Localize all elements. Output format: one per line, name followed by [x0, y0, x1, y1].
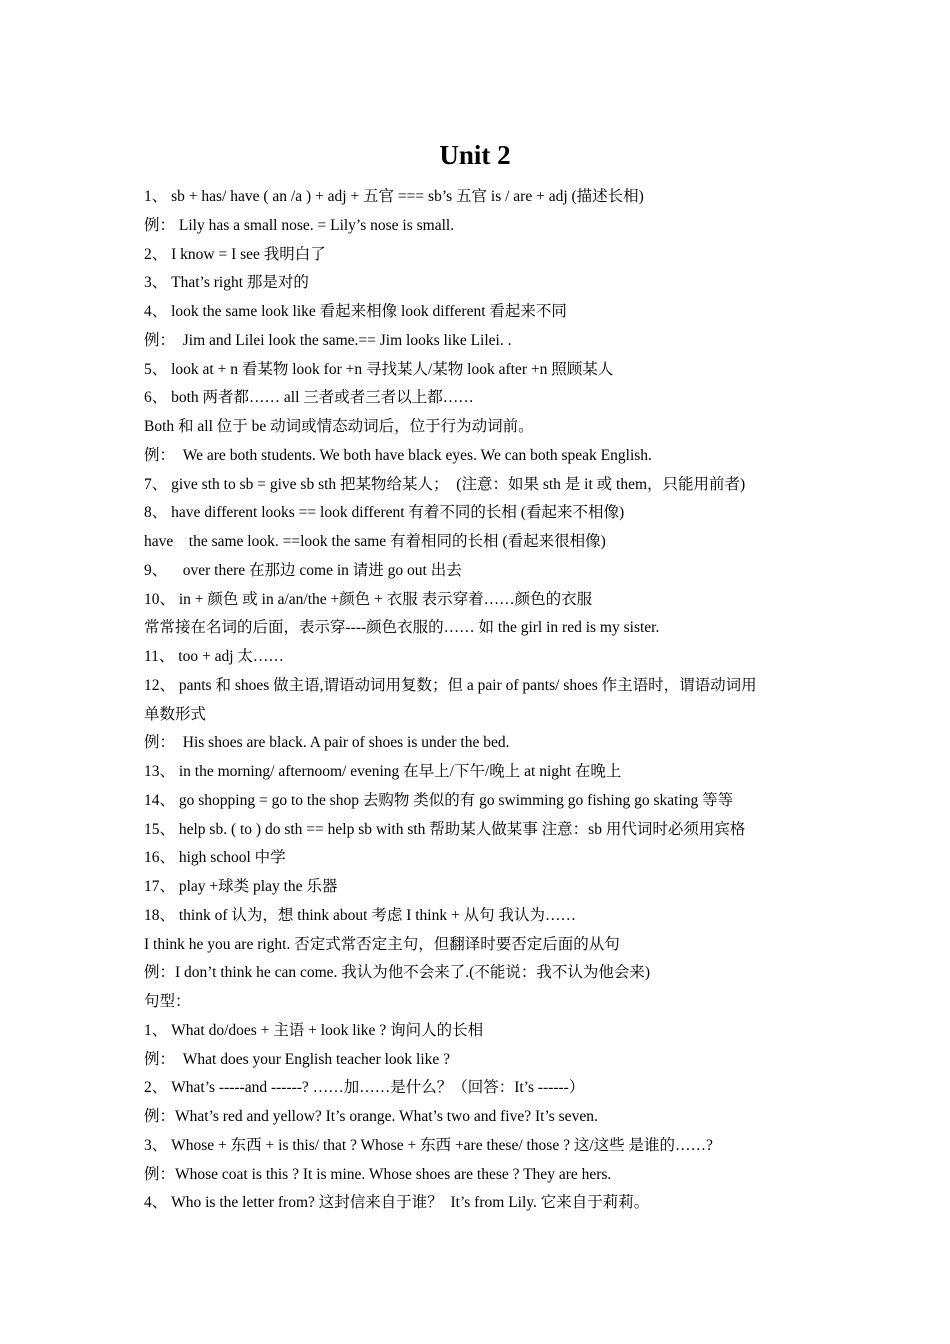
text-line: 3、 That’s right 那是对的 — [144, 274, 309, 292]
text-line: 15、 help sb. ( to ) do sth == help sb with sth 帮助某人做某事 注意：sb 用代词时必须用宾格 — [144, 820, 746, 838]
text-line: 单数形式 — [144, 705, 207, 723]
text-line: 16、 high school 中学 — [144, 849, 286, 867]
text-line: 1、 What do/does + 主语 + look like ? 询问人的长相 — [144, 1021, 484, 1039]
text-line: I think he you are right. 否定式常否定主句，但翻译时要否定后面的从句 — [144, 935, 620, 953]
text-line: 13、 in the morning/ afternoom/ evening 在早上/下午/晚上 at night 在晚上 — [144, 763, 622, 780]
text-line: 例：I don’t think he can come. 我认为他不会来了.(不能说：我不认为他会来) — [144, 964, 650, 982]
text-line: have the same look. ==look the same 有着相同的长相 (看起来很相像) — [144, 533, 606, 550]
text-line: 2、 What’s -----and ------? ……加……是什么？（回答：It’s ------） — [144, 1079, 585, 1097]
page-title: Unit 2 — [439, 140, 511, 170]
text-line: Both 和 all 位于 be 动词或情态动词后，位于行为动词前。 — [144, 418, 534, 435]
text-line: 5、 look at + n 看某物 look for +n 寻找某人/某物 look after +n 照顾某人 — [144, 360, 614, 378]
text-line: 例： Jim and Lilei look the same.== Jim looks like Lilei. . — [144, 331, 512, 349]
text-line: 3、 Whose + 东西 + is this/ that ? Whose + 东西 +are these/ those ? 这/这些 是谁的……? — [144, 1136, 713, 1154]
text-line: 例： Lily has a small nose. = Lily’s nose is small. — [144, 216, 455, 234]
text-line: 例：What’s red and yellow? It’s orange. What’s two and five? It’s seven. — [144, 1108, 598, 1125]
text-line: 12、 pants 和 shoes 做主语,谓语动词用复数；但 a pair of pants/ shoes 作主语时，谓语动词用 — [144, 676, 757, 694]
text-line: 14、 go shopping = go to the shop 去购物 类似的有 go swimming go fishing go skating 等等 — [144, 791, 734, 809]
text-line: 9、 over there 在那边 come in 请进 go out 出去 — [144, 561, 462, 579]
text-line: 18、 think of 认为，想 think about 考虑 I think + 从句 我认为…… — [144, 906, 576, 924]
text-line: 1、 sb + has/ have ( an /a ) + adj + 五官 === sb’s 五官 is / are + adj (描述长相) — [144, 188, 644, 205]
text-line: 常常接在名词的后面，表示穿----颜色衣服的…… 如 the girl in red is my sister. — [144, 619, 660, 637]
text-line: 例： His shoes are black. A pair of shoes is under the bed. — [144, 734, 510, 752]
text-line: 例：Whose coat is this ? It is mine. Whose shoes are these ? They are hers. — [144, 1165, 612, 1183]
text-line: 17、 play +球类 play the 乐器 — [144, 878, 338, 895]
text-line: 8、 have different looks == look different 有着不同的长相 (看起来不相像) — [144, 504, 625, 522]
text-line: 2、 I know = I see 我明白了 — [144, 245, 326, 263]
text-line: 4、 look the same look like 看起来相像 look different 看起来不同 — [144, 303, 567, 320]
document-body — [144, 183, 812, 1218]
text-line: 6、 both 两者都…… all 三者或者三者以上都…… — [144, 389, 474, 407]
text-line: 句型： — [144, 993, 191, 1010]
text-line: 11、 too + adj 太…… — [144, 648, 284, 665]
text-line: 7、 give sth to sb = give sb sth 把某物给某人； (注意：如果 sth 是 it 或 them，只能用前者) — [144, 475, 746, 493]
text-line: 例： We are both students. We both have black eyes. We can both speak English. — [144, 446, 652, 464]
text-line: 4、 Who is the letter from? 这封信来自于谁？ It’s from Lily. 它来自于莉莉。 — [144, 1194, 650, 1212]
text-line: 例： What does your English teacher look like ? — [144, 1050, 451, 1068]
text-line: 10、 in + 颜色 或 in a/an/the +颜色 + 衣服 表示穿着……颜色的衣服 — [144, 590, 593, 608]
